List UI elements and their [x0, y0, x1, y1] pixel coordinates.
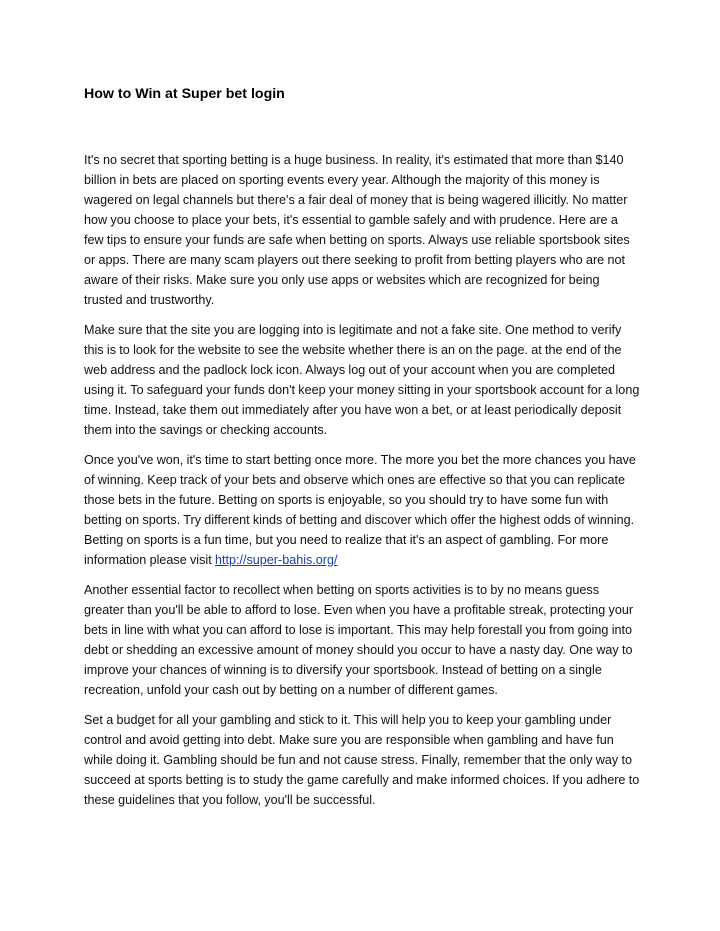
paragraph-4: Another essential factor to recollect when betting on sports activities is to by no means guess greater than you'll be able to afford to lose. Even when you have a profitable streak, protecting your bets in line with what you can afford to lose is important. This may help forestall you from going into debt or shedding an excessive amount of money should you occur to have a nasty day. One way to improve your chances of winning is to diversify your sportsbook. Instead of betting on a single recreation, unfold your cash out by betting on a number of different games. — [84, 583, 634, 697]
paragraph-3 — [84, 450, 640, 570]
paragraph-2: Make sure that the site you are logging into is legitimate and not a fake site. One method to verify this is to look for the website to see the website whether there is an on the page. at the end of the web address and the padlock lock icon. Always log out of your account when you are completed using it. To safeguard your funds don't keep your money sitting in your sportsbook account for a long time. Instead, take them out immediately after you have won a bet, or at least periodically deposit them into the savings or checking accounts. — [84, 323, 640, 437]
paragraph-3-text: Once you've won, it's time to start betting once more. The more you bet the more chances you have of winning. Keep track of your bets and observe which ones are effective so that you can replicate those bets in the future. Betting on sports is enjoyable, so you should try to have some fun with betting on sports. Try different kinds of betting and discover which offer the highest odds of winning. Betting on sports is a fun time, but you need to realize that it's an aspect of gambling. For more information please visit — [84, 453, 636, 567]
document-body — [84, 150, 640, 820]
document-title: How to Win at Super bet login — [84, 86, 285, 102]
paragraph-5: Set a budget for all your gambling and stick to it. This will help you to keep your gambling under control and avoid getting into debt. Make sure you are responsible when gambling and have fun while doing it. Gambling should be fun and not cause stress. Finally, remember that the only way to succeed at sports betting is to study the game carefully and make informed choices. If you adhere to these guidelines that you follow, you'll be successful. — [84, 713, 640, 807]
website-link[interactable]: http://super-bahis.org/ — [215, 553, 338, 567]
paragraph-1: It's no secret that sporting betting is a huge business. In reality, it's estimated that more than $140 billion in bets are placed on sporting events every year. Although the majority of this money is wagered on legal channels but there's a fair deal of money that is being wagered illicitly. No matter how you choose to place your bets, it's essential to gamble safely and with prudence. Here are a few tips to ensure your funds are safe when betting on sports. Always use reliable sportsbook sites or apps. There are many scam players out there seeking to profit from betting players who are not aware of their risks. Make sure you only use apps or websites which are recognized for being trusted and trustworthy. — [84, 153, 630, 307]
